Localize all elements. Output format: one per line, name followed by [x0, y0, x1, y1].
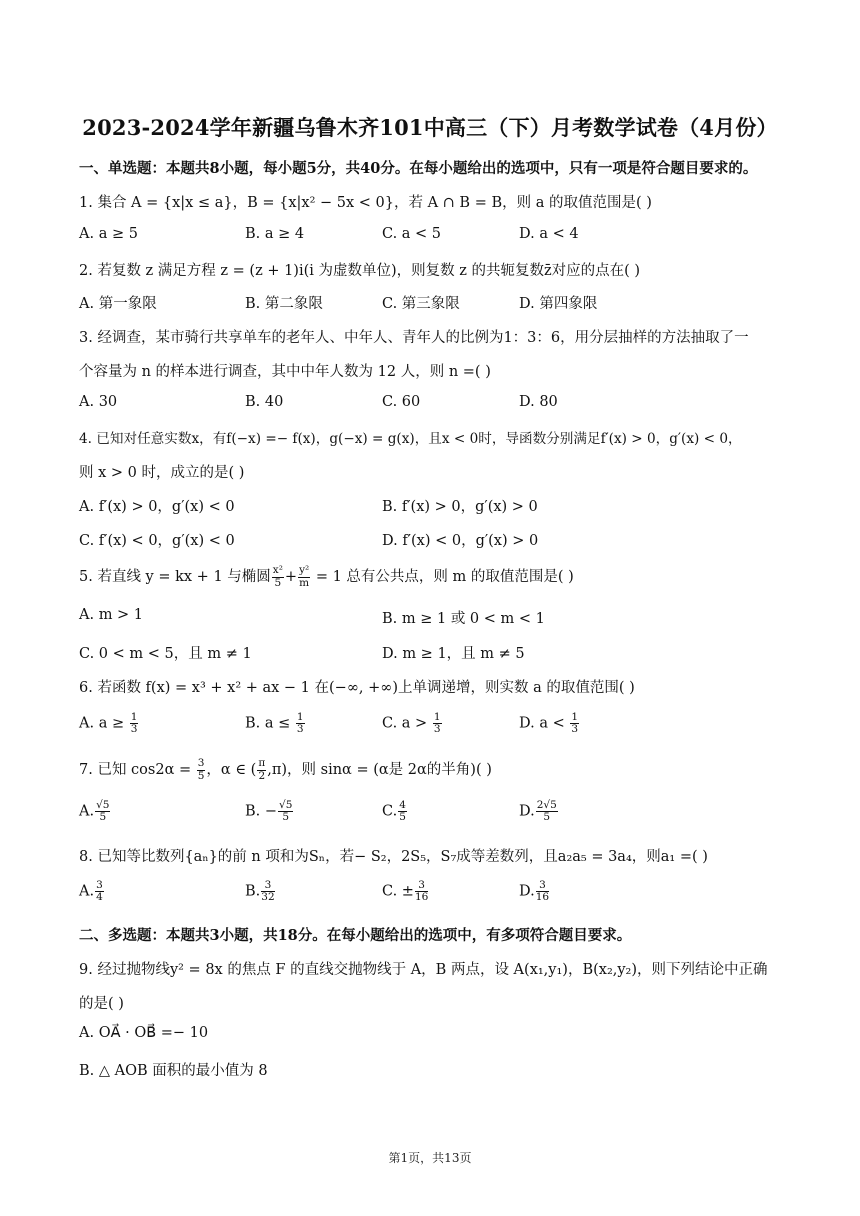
- question-5-option-b: B. m ≥ 1 或 0 < m < 1: [382, 611, 545, 627]
- question-5-stem-pre: 5. 若直线 y = kx + 1 与椭圆: [79, 569, 271, 585]
- question-2-option-a: A. 第一象限: [79, 296, 157, 312]
- ellipse-fraction-x: $\frac{\text{x²}}{5}$: [272, 564, 283, 589]
- question-4-option-b: B. f′(x) > 0，g′(x) > 0: [382, 499, 538, 515]
- question-6-stem: 6. 若函数 f(x) = x³ + x² + ax − 1 在(−∞, +∞)上单调递增，则实数 a 的取值范围( ): [79, 680, 635, 696]
- ellipse-fraction-y: $\frac{\text{y²}}{m}$: [299, 564, 310, 589]
- question-8-stem: 8. 已知等比数列{aₙ}的前 n 项和为Sₙ，若− S₂，2S₅，S₇成等差数列，且a₂a₅ = 3a₄，则a₁ =( ): [79, 849, 708, 865]
- question-6-option-a: A. a ≥ $\frac{1}{3}$: [79, 711, 138, 736]
- question-3-line-1: 3. 经调查，某市骑行共享单车的老年人、中年人、青年人的比例为1：3：6，用分层抽样的方法抽取了一: [79, 330, 749, 346]
- question-9-option-b: B. △ AOB 面积的最小值为 8: [79, 1063, 268, 1079]
- question-6-option-c: C. a > $\frac{1}{3}$: [382, 711, 441, 736]
- question-5-stem: 5. 若直线 y = kx + 1 与椭圆 $\frac{\text{x²}}{5}$ + $\frac{\text{y²}}{m}$ = 1 总有公共点，则 m 的取值范围是( ): [79, 564, 574, 589]
- question-6-option-d: D. a < $\frac{1}{3}$: [519, 711, 579, 736]
- page-title: 2023-2024学年新疆乌鲁木齐101中高三（下）月考数学试卷（4月份）: [82, 115, 778, 140]
- question-4-option-c: C. f′(x) < 0，g′(x) < 0: [79, 533, 235, 549]
- question-2-option-d: D. 第四象限: [519, 296, 598, 312]
- question-5-option-c: C. 0 < m < 5，且 m ≠ 1: [79, 646, 252, 662]
- question-8-option-b: B. $\frac{3}{32}$: [245, 879, 275, 904]
- question-9-option-a: A. OA⃗ · OB⃗ =− 10: [79, 1025, 209, 1041]
- question-4-line-1: 4. 已知对任意实数x，有f(−x) =− f(x)，g(−x) = g(x)，且x < 0时，导函数分别满足f′(x) > 0，g′(x) < 0，: [79, 431, 742, 447]
- question-9-line-2: 的是( ): [79, 996, 124, 1012]
- section-heading-single-choice: 一、单选题：本题共8小题，每小题5分，共40分。在每小题给出的选项中，只有一项是符合题目要求的。: [79, 160, 758, 177]
- question-1-option-c: C. a < 5: [382, 226, 442, 242]
- question-5-option-d: D. m ≥ 1，且 m ≠ 5: [382, 646, 525, 662]
- question-4-option-a: A. f′(x) > 0，g′(x) < 0: [79, 499, 235, 515]
- question-3-option-a: A. 30: [79, 394, 118, 410]
- question-3-line-2: 个容量为 n 的样本进行调查，其中中年人数为 12 人，则 n =( ): [79, 364, 491, 380]
- question-2-stem: 2. 若复数 z 满足方程 z = (z + 1)i(i 为虚数单位)，则复数 z 的共轭复数z̄对应的点在( ): [79, 263, 641, 279]
- question-3-option-d: D. 80: [519, 394, 558, 410]
- question-9-line-1: 9. 经过抛物线y² = 8x 的焦点 F 的直线交抛物线于 A，B 两点，设 A(x₁,y₁)，B(x₂,y₂)，则下列结论中正确: [79, 962, 768, 978]
- question-2-option-b: B. 第二象限: [245, 296, 323, 312]
- question-7-option-b: B. − $\frac{√5}{5}$: [245, 799, 293, 824]
- page-footer: 第1页，共13页: [388, 1151, 472, 1165]
- question-5-option-a: A. m > 1: [79, 607, 144, 623]
- question-2-option-c: C. 第三象限: [382, 296, 460, 312]
- question-1-stem: 1. 集合 A = {x|x ≤ a}，B = {x|x² − 5x < 0}，若 A ∩ B = B，则 a 的取值范围是( ): [79, 195, 652, 211]
- question-8-option-c: C. ± $\frac{3}{16}$: [382, 879, 429, 904]
- question-1-option-a: A. a ≥ 5: [79, 226, 138, 242]
- question-5-stem-post: = 1 总有公共点，则 m 的取值范围是( ): [311, 569, 574, 585]
- question-7-option-d: D. $\frac{2√5}{5}$: [519, 799, 557, 824]
- question-1-option-b: B. a ≥ 4: [245, 226, 305, 242]
- question-1-option-d: D. a < 4: [519, 226, 579, 242]
- question-8-option-a: A. $\frac{3}{4}$: [79, 879, 103, 904]
- question-3-option-c: C. 60: [382, 394, 421, 410]
- question-7-stem: 7. 已知 cos2α = $\frac{3}{5}$ ，α ∈ ( $\frac{\pi}{2}$ ,π)，则 sinα = (α是 2α的半角)( ): [79, 757, 492, 782]
- question-7-option-c: C. $\frac{4}{5}$: [382, 799, 406, 824]
- question-7-option-a: A. $\frac{√5}{5}$: [79, 799, 110, 824]
- question-3-option-b: B. 40: [245, 394, 284, 410]
- question-4-option-d: D. f′(x) < 0，g′(x) > 0: [382, 533, 539, 549]
- question-6-option-b: B. a ≤ $\frac{1}{3}$: [245, 711, 304, 736]
- question-4-line-2: 则 x > 0 时，成立的是( ): [79, 465, 245, 481]
- question-8-option-d: D. $\frac{3}{16}$: [519, 879, 550, 904]
- section-heading-multiple-choice: 二、多选题：本题共3小题，共18分。在每小题给出的选项中，有多项符合题目要求。: [79, 927, 632, 944]
